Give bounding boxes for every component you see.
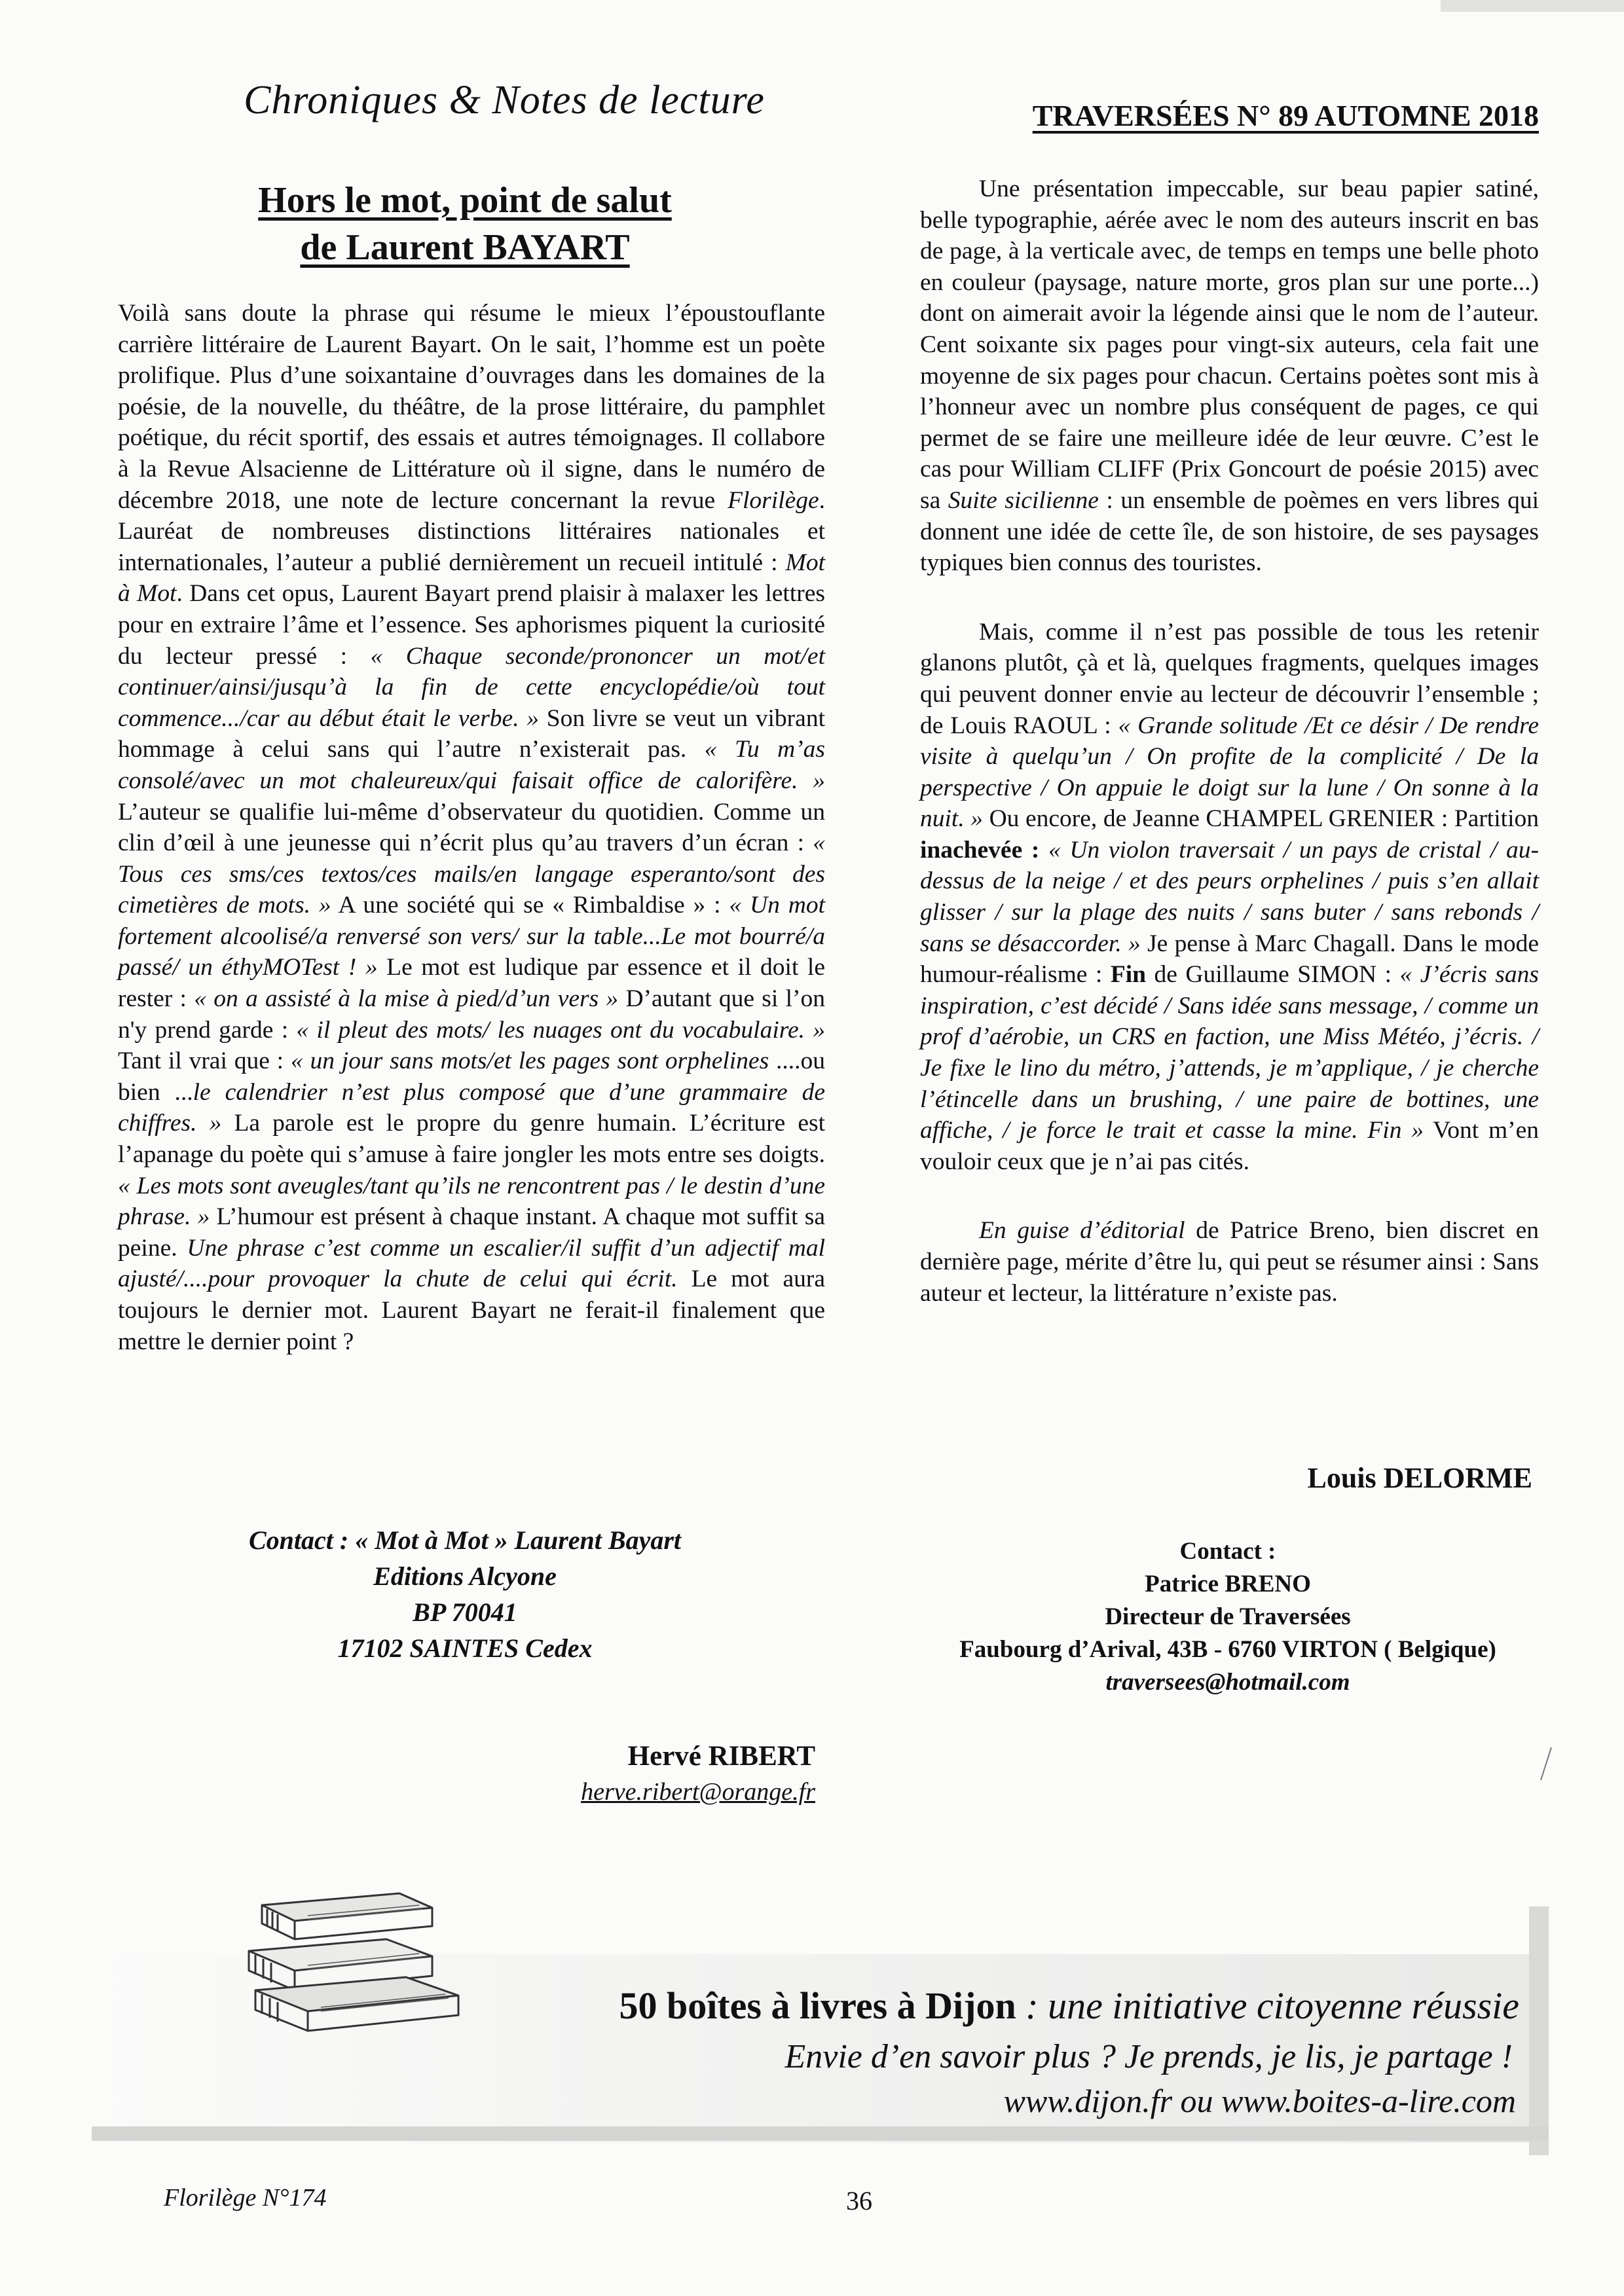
right-contact-line: Faubourg d’Arival, 43B - 6760 VIRTON ( Belgique) bbox=[959, 1636, 1496, 1663]
left-contact-line: BP 70041 bbox=[413, 1597, 517, 1627]
right-paragraph-2: Mais, comme il n’est pas possible de tous les retenir glanons plutôt, çà et là, quelques fragments, quelques images qui peuvent donner envie au lecteur de découvrir l’ensemble ; de Louis RAOUL : « Grande solitude /Et ce désir / De rendre visite à quelqu’un / On profite de la complicité / De la perspective / On appuie le doigt sur la lune / On sonne à la nuit. » Ou encore, de Jeanne CHAMPEL GRENIER : Partition inachevée : « Un violon traversait / un pays de cristal / au-dessus de la neige / et des peurs orphelines / puis s’en allait glisser / sur la plage des nuits / sans buter / sans rebonds / sans se désaccorder. » Je pense à Marc Chagall. Dans le mode humour-réalisme : Fin de Guillaume SIMON : « J’écris sans inspiration, c’est décidé / Sans idée sans message, / comme un prof d’aérobie, un CRS en faction, une Miss Météo, j’écris. / Je fixe le lino du métro, j’attends, je m’applique, / je cherche l’étincelle dans un brushing, / une paire de bottines, une affiche, / je force le trait et casse la mine. Fin » Vont m’en vouloir ceux que je n’ai pas cités. bbox=[920, 618, 1540, 1175]
article-title-line1: Hors le mot, point de salut bbox=[258, 180, 672, 221]
banner-subtitle: Envie d’en savoir plus ? Je prends, je lis, je partage ! bbox=[784, 2038, 1513, 2075]
left-contact-line: 17102 SAINTES Cedex bbox=[337, 1633, 593, 1663]
footer-magazine-name: Florilège N°174 bbox=[164, 2184, 327, 2212]
right-contact-block bbox=[913, 1535, 1542, 1699]
books-stack-icon bbox=[236, 1879, 471, 2036]
article-title bbox=[190, 177, 740, 271]
banner-edge bbox=[1529, 1906, 1549, 2155]
banner-shadow bbox=[92, 2126, 1549, 2141]
left-contact-line: Editions Alcyone bbox=[373, 1561, 557, 1591]
scan-edge bbox=[1441, 0, 1624, 12]
section-title: Chroniques & Notes de lecture bbox=[244, 78, 765, 122]
right-contact-line: Patrice BRENO bbox=[1145, 1571, 1311, 1597]
banner-urls[interactable]: www.dijon.fr ou www.boites-a-lire.com bbox=[1003, 2083, 1516, 2119]
right-contact-line: Contact : bbox=[1179, 1538, 1276, 1565]
issue-title: TRAVERSÉES N° 89 AUTOMNE 2018 bbox=[1032, 99, 1539, 132]
banner-headline: 50 boîtes à livres à Dijon : une initiative citoyenne réussie bbox=[619, 1984, 1519, 2027]
right-column-text bbox=[920, 173, 1539, 1309]
author-email-link[interactable]: herve.ribert@orange.fr bbox=[581, 1778, 815, 1806]
reviewer-signature: Louis DELORME bbox=[1307, 1462, 1532, 1494]
left-paragraph: Voilà sans doute la phrase qui résume le mieux l’époustouflante carrière littéraire de Laurent Bayart. On le sait, l’homme est un poète prolifique. Plus d’une soixantaine d’ouvrages dans les domaines de la poésie, de la nouvelle, du théâtre, de la prose littéraire, du pamphlet poétique, du récit sportif, des essais et autres témoignages. Il collabore à la Revue Alsacienne de Littérature où il signe, dans le numéro de décembre 2018, une note de lecture concernant la revue Florilège. Lauréat de nombreuses distinctions littéraires nationales et internationales, l’auteur a publié dernièrement un recueil intitulé : Mot à Mot. Dans cet opus, Laurent Bayart prend plaisir à malaxer les lettres pour en extraire l’âme et l’essence. Ses aphorismes piquent la curiosité du lecteur pressé : « Chaque seconde/prononcer un mot/et continuer/ainsi/jusqu’à la fin de cette encyclopédie/où tout commence.../car au début était le verbe. » Son livre se veut un vibrant hommage à celui sans qui l’autre n’existerait pas. « Tu m’as consolé/avec un mot chaleureux/qui faisait office de calorifère. » L’auteur se qualifie lui-même d’observateur du quotidien. Comme un clin d’œil à une jeunesse qui n’écrit plus qu’au travers d’un écran : « Tous ces sms/ces textos/ces mails/en langage esperanto/sont des cimetières de mots. » A une société qui se « Rimbaldise » : « Un mot fortement alcoolisé/a renversé son vers/ sur la table...Le mot bourré/a passé/ un éthyMOTest ! » Le mot est ludique par essence et il doit le rester : « on a assisté à la mise à pied/d’un vers » D’autant que si l’on n'y prend garde : « il pleut des mots/ les nuages ont du vocabulaire. » Tant il vrai que : « un jour sans mots/et les pages sont orphelines ....ou bien ...le calendrier n’est plus composé que d’une grammaire de chiffres. » La parole est le propre du genre humain. L’écriture est l’apanage du poète qui s’amuse à faire jongler les mots entre ses doigts. « Les mots sont aveugles/tant qu’ils ne rencontrent pas / le destin d’une phrase. » L’humour est présent à chaque instant. A chaque mot suffit sa peine. Une phrase c’est comme un escalier/il suffit d’un adjectif mal ajusté/....pour provoquer la chute de celui qui écrit. Le mot aura toujours le dernier mot. Laurent Bayart ne ferait-il finalement que mettre le dernier point ? bbox=[118, 300, 825, 1355]
right-paragraph-1: Une présentation impeccable, sur beau papier satiné, belle typographie, aérée avec le nom des auteurs inscrit en bas de page, à la verticale avec, de temps en temps une belle photo en couleur (paysage, nature morte, gros plan sur une porte...) dont on aimerait avoir la légende ainsi que le nom de l’auteur. Cent soixante six pages pour vingt-six auteurs, cela fait une moyenne de six pages pour chacun. Certains poètes sont mis à l’honneur avec un nombre plus conséquent de pages, ce qui permet de se faire une meilleure idée de leur œuvre. C’est le cas pour William CLIFF (Prix Goncourt de poésie 2015) avec sa Suite sicilienne : un ensemble de poèmes en vers libres qui donnent une idée de cette île, de son histoire, de ses paysages typiques bien connus des touristes. bbox=[920, 175, 1539, 577]
right-contact-email[interactable]: traversees@hotmail.com bbox=[1105, 1669, 1350, 1696]
page-number: 36 bbox=[846, 2186, 872, 2215]
left-contact-line: Contact : « Mot à Mot » Laurent Bayart bbox=[248, 1525, 682, 1555]
author-signature: Hervé RIBERT bbox=[627, 1741, 815, 1772]
left-contact-block bbox=[183, 1522, 747, 1666]
scan-mark-icon bbox=[1536, 1745, 1555, 1784]
right-paragraph-3: En guise d’éditorial de Patrice Breno, bien discret en dernière page, mérite d’être lu, qui peut se résumer ainsi : Sans auteur et lecteur, la littérature n’existe pas. bbox=[920, 1217, 1539, 1307]
right-contact-line: Directeur de Traversées bbox=[1105, 1603, 1351, 1630]
left-column-text bbox=[118, 298, 825, 1357]
article-title-line2: de Laurent BAYART bbox=[300, 227, 630, 268]
